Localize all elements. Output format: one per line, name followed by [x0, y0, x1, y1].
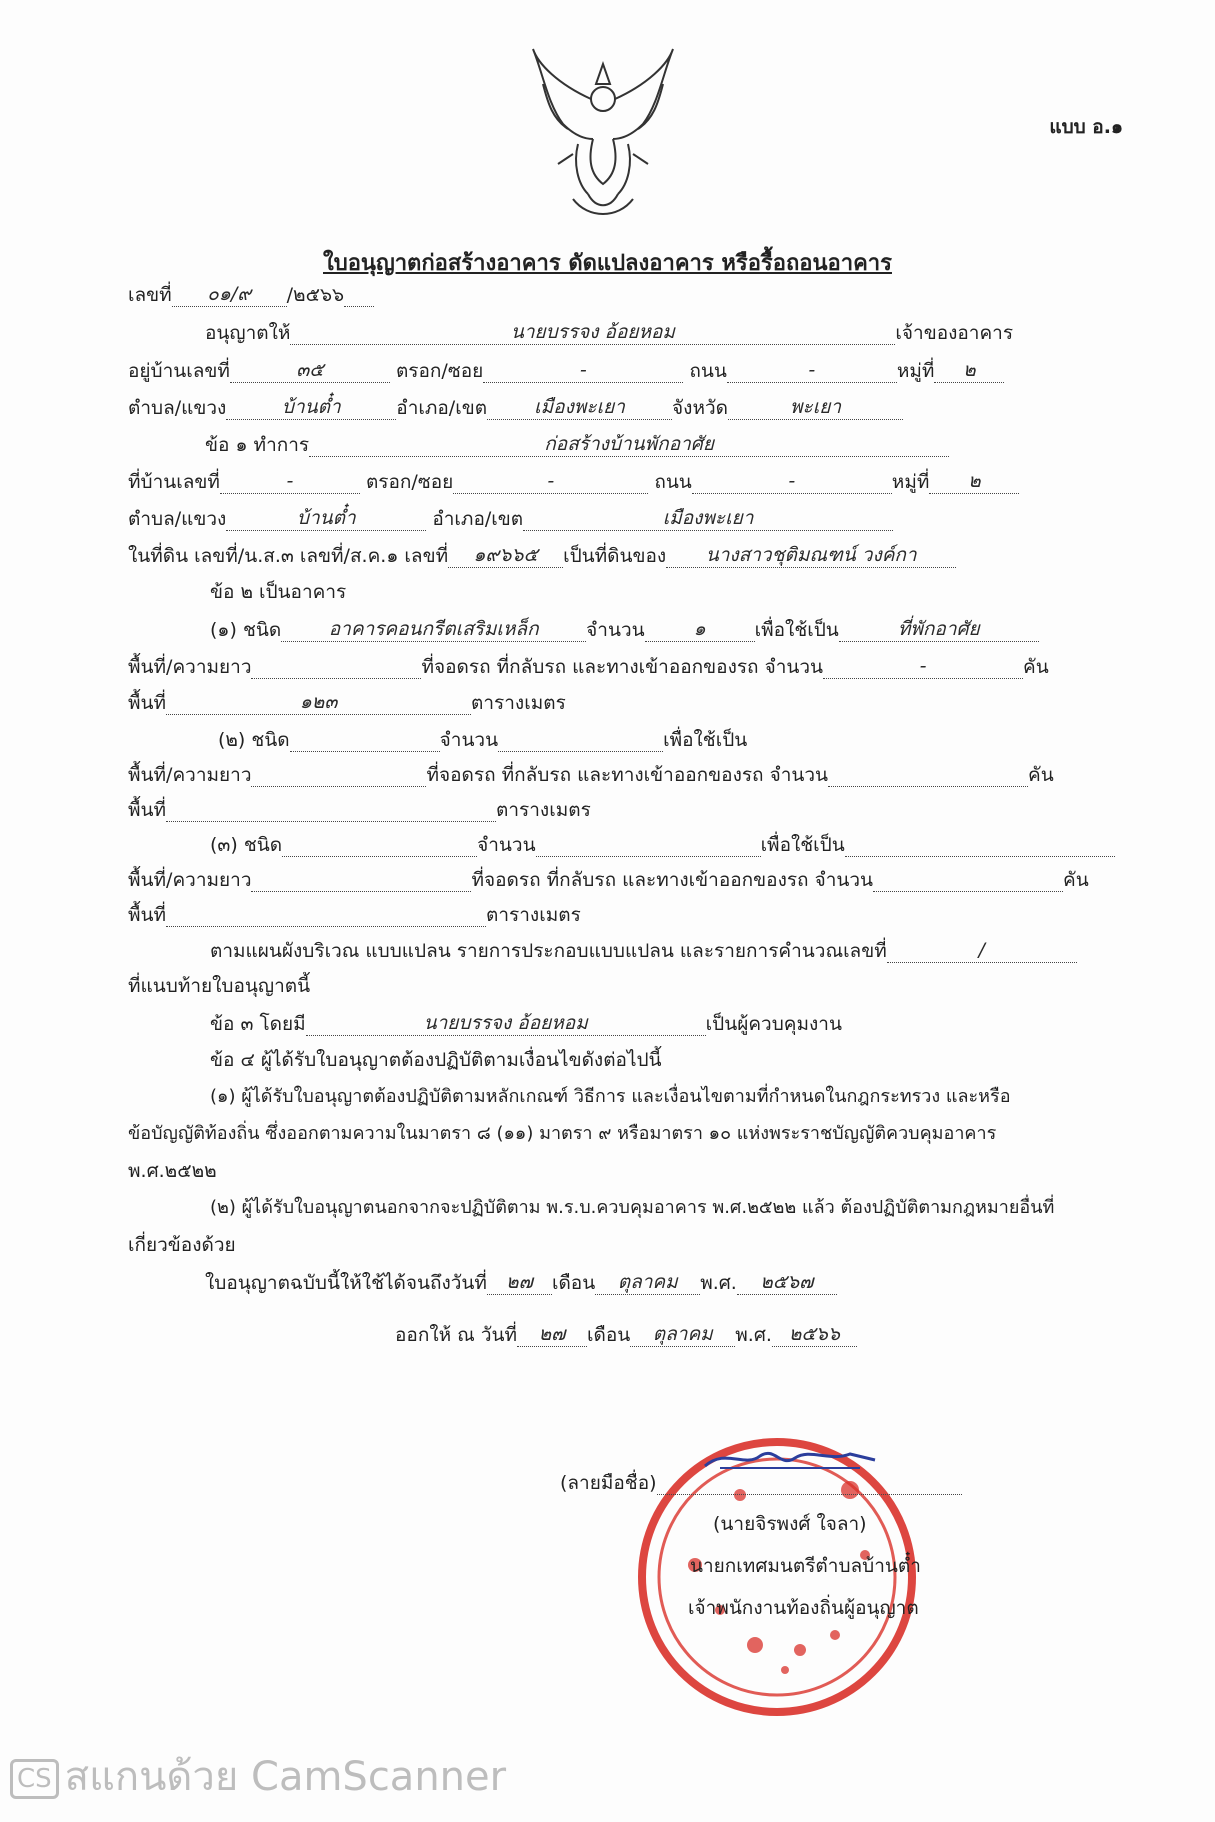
building-3-parking [873, 867, 1063, 892]
site-district: เมืองพะเยา [523, 506, 893, 531]
clause-4-item-1-line-3: พ.ศ.๒๕๒๒ [128, 1160, 217, 1182]
signer-name: (นายจิรพงศ์ ใจลา) [713, 1513, 867, 1535]
owner-address-row-2: ตำบล/แขวง บ้านต๋ำ อำเภอ/เขต เมืองพะเยา จังหวัด พะเยา [128, 395, 903, 420]
supervisor-name: นายบรรจง อ้อยหอม [306, 1011, 706, 1036]
validity-day: ๒๗ [487, 1270, 552, 1295]
site-road: - [692, 469, 892, 494]
building-1-parking-row: พื้นที่/ความยาว ที่จอดรถ ที่กลับรถ และทางเข้าออกของรถ จำนวน - คัน [128, 655, 1049, 678]
signer-position-2: เจ้าพนักงานท้องถิ่นผู้อนุญาต [688, 1597, 919, 1619]
issued-day: ๒๗ [517, 1322, 587, 1347]
clause-3-row: ข้อ ๓ โดยมี นายบรรจง อ้อยหอม เป็นผู้ควบคุมงาน [210, 1012, 842, 1035]
permit-number-row: เลขที่ ๐๑/๙ /๒๕๖๖ [128, 282, 374, 307]
clause-2-heading: ข้อ ๒ เป็นอาคาร [210, 581, 347, 603]
building-3-area-row: พื้นที่ ตารางเมตร [128, 904, 581, 926]
form-code: แบบ อ.๑ [1049, 116, 1123, 138]
building-1-type: อาคารคอนกรีตเสริมเหล็ก [281, 617, 586, 642]
building-3-row: (๓) ชนิด จำนวน เพื่อใช้เป็น [210, 832, 1115, 857]
permit-number-value: ๐๑/๙ [172, 282, 287, 307]
clause-4-item-1-line-1: (๑) ผู้ได้รับใบอนุญาตต้องปฏิบัติตามหลักเกณฑ์ วิธีการ และเงื่อนไขตามที่กำหนดในกฎกระทรวง และหรือ [210, 1086, 1011, 1107]
owner-address-row-1: อยู่บ้านเลขที่ ๓๕ ตรอก/ซอย - ถนน - หมู่ที่ ๒ [128, 358, 1004, 383]
owner-road: - [727, 358, 897, 383]
site-alley: - [453, 469, 648, 494]
issued-year: ๒๕๖๖ [772, 1322, 857, 1347]
signer-position-1: นายกเทศมนตรีตำบลบ้านต๋ำ [690, 1555, 921, 1577]
clause-4-item-2-line-1: (๒) ผู้ได้รับใบอนุญาตนอกจากจะปฏิบัติตาม พ.ร.บ.ควบคุมอาคาร พ.ศ.๒๕๒๒ แล้ว ต้องปฏิบัติตามกฎหมายอื่นที่ [210, 1197, 1055, 1218]
building-2-row: (๒) ชนิด จำนวน เพื่อใช้เป็น [218, 729, 748, 751]
building-2-type [290, 727, 440, 752]
document-title: ใบอนุญาตก่อสร้างอาคาร ดัดแปลงอาคาร หรือรื้อถอนอาคาร [323, 251, 892, 276]
building-2-area-row: พื้นที่ ตารางเมตร [128, 799, 591, 821]
plan-row: ตามแผนผังบริเวณ แบบแปลน รายการประกอบแบบแปลน และรายการคำนวณเลขที่ / [210, 938, 1077, 963]
signature-row: (ลายมือชื่อ) [560, 1470, 962, 1495]
building-2-area [166, 797, 496, 822]
site-address-row-1: ที่บ้านเลขที่ - ตรอก/ซอย - ถนน - หมู่ที่ ๒ [128, 469, 1019, 494]
grantee-row: อนุญาตให้ นายบรรจง อ้อยหอม เจ้าของอาคาร [205, 321, 1014, 344]
validity-row: ใบอนุญาตฉบับนี้ให้ใช้ได้จนถึงวันที่ ๒๗ เดือน ตุลาคม พ.ศ. ๒๕๖๗ [205, 1270, 837, 1295]
plan-number: / [887, 938, 1077, 963]
building-1-row: (๑) ชนิด อาคารคอนกรีตเสริมเหล็ก จำนวน ๑ เพื่อใช้เป็น ที่พักอาศัย [210, 617, 1039, 642]
clause-1-work: ก่อสร้างบ้านพักอาศัย [309, 432, 949, 457]
garuda-emblem-icon [518, 44, 688, 224]
owner-house-no: ๓๕ [230, 358, 390, 383]
clause-4-item-1-line-2: ข้อบัญญัติท้องถิ่น ซึ่งออกตามความในมาตรา ๘ (๑๑) มาตรา ๙ หรือมาตรา ๑๐ แห่งพระราชบัญญัติควบคุมอาคาร [128, 1123, 997, 1144]
building-2-parking-row: พื้นที่/ความยาว ที่จอดรถ ที่กลับรถ และทางเข้าออกของรถ จำนวน คัน [128, 764, 1054, 786]
building-3-type [282, 832, 477, 857]
building-1-count: ๑ [645, 617, 755, 642]
land-owner: นางสาวชุติมณฑน์ วงค์กา [666, 543, 956, 568]
plan-attached: ที่แนบท้ายใบอนุญาตนี้ [128, 975, 311, 997]
validity-month: ตุลาคม [595, 1270, 700, 1295]
clause-4-item-2-line-2: เกี่ยวข้องด้วย [128, 1234, 236, 1256]
building-1-area: ๑๒๓ [166, 690, 471, 715]
building-1-parking: - [823, 654, 1023, 679]
land-row: ในที่ดิน เลขที่/น.ส.๓ เลขที่/ส.ค.๑ เลขที่ ๑๙๖๖๕ เป็นที่ดินของ นางสาวชุติมณฑน์ วงค์กา [128, 543, 956, 568]
building-3-use [845, 832, 1115, 857]
clause-1-row: ข้อ ๑ ทำการ ก่อสร้างบ้านพักอาศัย [205, 432, 949, 457]
building-1-use: ที่พักอาศัย [839, 617, 1039, 642]
clause-4-heading: ข้อ ๔ ผู้ได้รับใบอนุญาตต้องปฏิบัติตามเงื่อนไขดังต่อไปนี้ [210, 1049, 662, 1071]
building-3-parking-row: พื้นที่/ความยาว ที่จอดรถ ที่กลับรถ และทางเข้าออกของรถ จำนวน คัน [128, 869, 1089, 891]
site-moo: ๒ [929, 469, 1019, 494]
permit-year: /๒๕๖๖ [286, 284, 345, 306]
owner-district: เมืองพะเยา [487, 395, 672, 420]
building-2-parking [828, 762, 1028, 787]
building-3-area [166, 902, 486, 927]
camscanner-watermark: CS สแกนด้วย CamScanner [10, 1744, 506, 1808]
camscanner-logo-icon: CS [10, 1759, 59, 1799]
issued-month: ตุลาคม [630, 1322, 735, 1347]
grantee-name: นายบรรจง อ้อยหอม [290, 320, 895, 345]
site-address-row-2: ตำบล/แขวง บ้านต๋ำ อำเภอ/เขต เมืองพะเยา [128, 506, 893, 531]
owner-province: พะเยา [728, 395, 903, 420]
owner-alley: - [483, 358, 683, 383]
owner-subdistrict: บ้านต๋ำ [226, 395, 396, 420]
validity-year: ๒๕๖๗ [737, 1270, 837, 1295]
site-subdistrict: บ้านต๋ำ [226, 506, 426, 531]
building-3-count [536, 832, 761, 857]
owner-moo: ๒ [934, 358, 1004, 383]
building-1-area-row: พื้นที่ ๑๒๓ ตารางเมตร [128, 691, 566, 714]
issued-row: ออกให้ ณ วันที่ ๒๗ เดือน ตุลาคม พ.ศ. ๒๕๖๖ [395, 1322, 857, 1347]
site-house-no: - [220, 469, 360, 494]
land-deed-no: ๑๙๖๖๕ [448, 543, 563, 568]
building-2-count [498, 727, 663, 752]
